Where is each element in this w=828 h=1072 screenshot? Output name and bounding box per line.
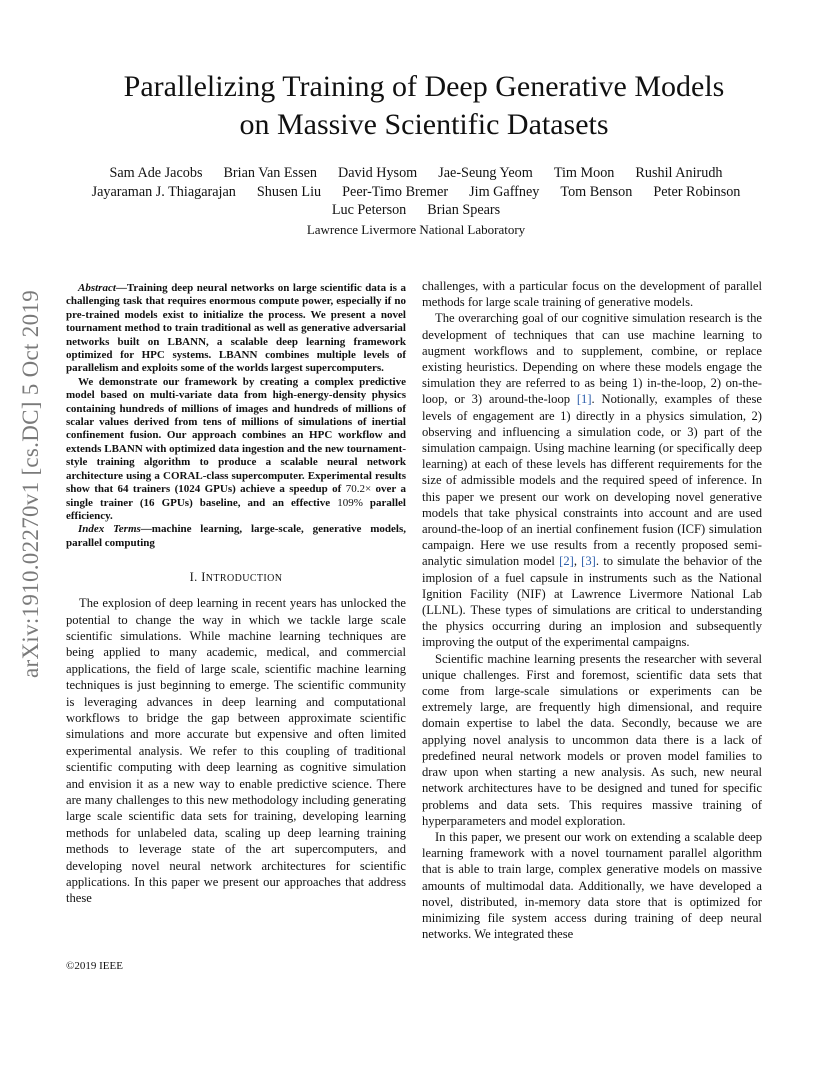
author-name: Peer-Timo Bremer (342, 183, 449, 200)
author-name: Tom Benson (560, 183, 633, 200)
author-name: Luc Peterson (331, 202, 407, 218)
index-terms-text: machine learning, large-scale, generative models, parallel computing (66, 523, 406, 549)
citation-separator: , (573, 554, 582, 569)
introduction-right (422, 278, 762, 942)
section-name-rest: NTRODUCTION (205, 573, 283, 585)
author-name: David Hysom (338, 165, 418, 181)
author-line-1 (60, 164, 772, 183)
index-terms (66, 523, 406, 550)
abstract-text-2a: We demonstrate our framework by creating a complex predictive model based on multi-variate data from high-energy-density physics containing hundreds of millions of images and hundreds of millions of scalar values derived from tens of millions of simulations of inertial confinement fusion. Our approach combines an HPC workflow and extends LBANN with optimized data ingestion and the new tournament-style training algorithm to produce a scalable neural network architecture using a CORAL-class supercomputer. Experimental results show that 64 trainers (1024 GPUs) achieve a speedup of (66, 375, 406, 496)
intro-paragraph-3: Scientific machine learning presents the researcher with several unique challenges. First and foremost, scientific data sets that come from large-scale simulations or experiments can be extremely large, are frequently high dimensional, and require domain expertise to label the data. Secondly, because we are applying novel analysis to uncommon data there is a lack of predefined neural network models or proven model families to draw upon when starting a new analysis. As such, new neural network architectures have to be designed and tuned for specific problems and data sets. This requires massive training of hyperparameters and model exploration. (422, 651, 762, 828)
abstract-text-2b: over a single trainer (16 GPUs) baseline, and an effective (66, 483, 406, 509)
author-name: Tim Moon (553, 165, 615, 181)
intro-paragraph-4: In this paper, we present our work on extending a scalable deep learning framework with a novel tournament parallel algorithm that is able to train large, complex generative models on massive amounts of multimodal data. Additionally, we have developed a novel, distributed, in-memory data store that is optimized for minimizing file system access during training of deep neural networks. We integrated these (422, 829, 762, 942)
arxiv-identifier: arXiv:1910.02270v1 [cs.DC] 5 Oct 2019 (18, 290, 43, 679)
author-name: Jayaraman J. Thiagarajan (91, 183, 236, 200)
abstract-paragraph-1 (66, 282, 406, 376)
copyright-notice: ©2019 IEEE (66, 960, 123, 972)
intro-text-2c: . to simulate the behavior of the implosion of a fuel capsule in instruments such as the National Ignition Facility (NIF) at Lawrence Livermore National Lab (LLNL). These types of simulations are critical to understanding the physics occurring during an implosion and subsequently improving the output of the experimental campaigns. (422, 554, 763, 650)
abstract-paragraph-2 (66, 376, 406, 523)
abstract-dash: — (115, 282, 127, 294)
section-heading-introduction (66, 570, 406, 585)
index-dash: — (140, 523, 152, 536)
author-name: Jae-Seung Yeom (438, 165, 533, 181)
author-name: Sam Ade Jacobs (109, 165, 203, 181)
intro-paragraph-1: The explosion of deep learning in recent years has unlocked the potential to change the way in which we tackle large scale scientific simulations. While machine learning techniques are being applied to many academic, medical, and commercial applications, the field of large scale, scientific machine learning techniques is just beginning to emerge. The scientific community is leveraging advances in deep learning and computational workflows to bridge the gap between approximate scientific simulations and more accurate but expensive and often limited experimental analysis. We refer to this coupling of traditional scientific computing with deep learning as cognitive simulation and envision it as a new way to enable predictive science. There are many challenges to this new methodology including generating large scale scientific data sets for training, developing learning methods for unlabeled data, scaling up deep learning training methods to leverage state of the art supercomputers, and developing novel neural network architectures for scientific applications. In this paper we present our approaches that address these (66, 596, 406, 906)
paper-title (70, 68, 778, 144)
abstract-label: Abstract (78, 282, 116, 294)
author-name: Peter Robinson (653, 183, 741, 200)
right-column (422, 278, 762, 942)
title-line-1: Parallelizing Training of Deep Generative Models (123, 70, 725, 103)
abstract-text-2c: parallel efficiency. (66, 496, 406, 522)
author-block (60, 164, 772, 239)
abstract-text-1: Training deep neural networks on large scientific data is a challenging task that requires enormous compute power, especially if no pre-trained models exist to initialize the process. We present a novel tournament method to train traditional as well as generative adversarial networks built on LBANN, a scalable deep learning framework optimized for HPC systems. LBANN combines multiple levels of parallelism and exploits some of the worlds largest supercomputers. (66, 282, 406, 375)
author-line-3 (60, 201, 772, 220)
author-name: Brian Spears (427, 202, 501, 218)
citation-link-3[interactable]: [3] (581, 554, 596, 569)
intro-paragraph-2 (422, 310, 762, 650)
left-column (66, 282, 406, 907)
author-name: Shusen Liu (256, 183, 322, 200)
intro-text-2a: The overarching goal of our cognitive simulation research is the development of techniques that can use machine learning to augment workflows and to supplement, combine, or replace existing heuristics. Depending on where these models engage the simulation they are referred to as being 1) in-the-loop, 2) on-the-loop, or 3) around-the-loop (422, 311, 762, 407)
efficiency-value: 109% (337, 496, 363, 509)
speedup-value: 70.2× (345, 483, 372, 496)
section-number: I. (189, 570, 202, 585)
abstract (66, 282, 406, 550)
introduction-left (66, 595, 406, 907)
index-terms-label: Index Terms (78, 523, 141, 536)
affiliation: Lawrence Livermore National Laboratory (306, 221, 526, 237)
title-line-2: on Massive Scientific Datasets (239, 108, 609, 141)
author-name: Jim Gaffney (469, 183, 540, 200)
intro-paragraph-continued: challenges, with a particular focus on the development of parallel methods for large scale training of generative models. (422, 279, 762, 310)
section-initial: I (201, 570, 206, 585)
citation-link-1[interactable]: [1] (576, 392, 592, 407)
citation-link-2[interactable]: [2] (559, 554, 574, 569)
author-name: Rushil Anirudh (635, 165, 723, 181)
author-name: Brian Van Essen (223, 165, 317, 181)
intro-text-2b: . Notionally, examples of these levels of engagement are 1) directly in a physics simulation, 2) observing and influencing a simulation code, or 3) part of the simulation campaign. Using machine learning (or specifically deep learning) at each of these levels has different requirements for the size of admissible models and the required speed of inference. In this paper we present our work on developing novel generative models that take physical constraints into account and are used around-the-loop of an inertial confinement fusion (ICF) simulation campaign. Here we use results from a recently proposed semi-analytic simulation model (422, 392, 762, 569)
author-line-2 (60, 183, 772, 202)
